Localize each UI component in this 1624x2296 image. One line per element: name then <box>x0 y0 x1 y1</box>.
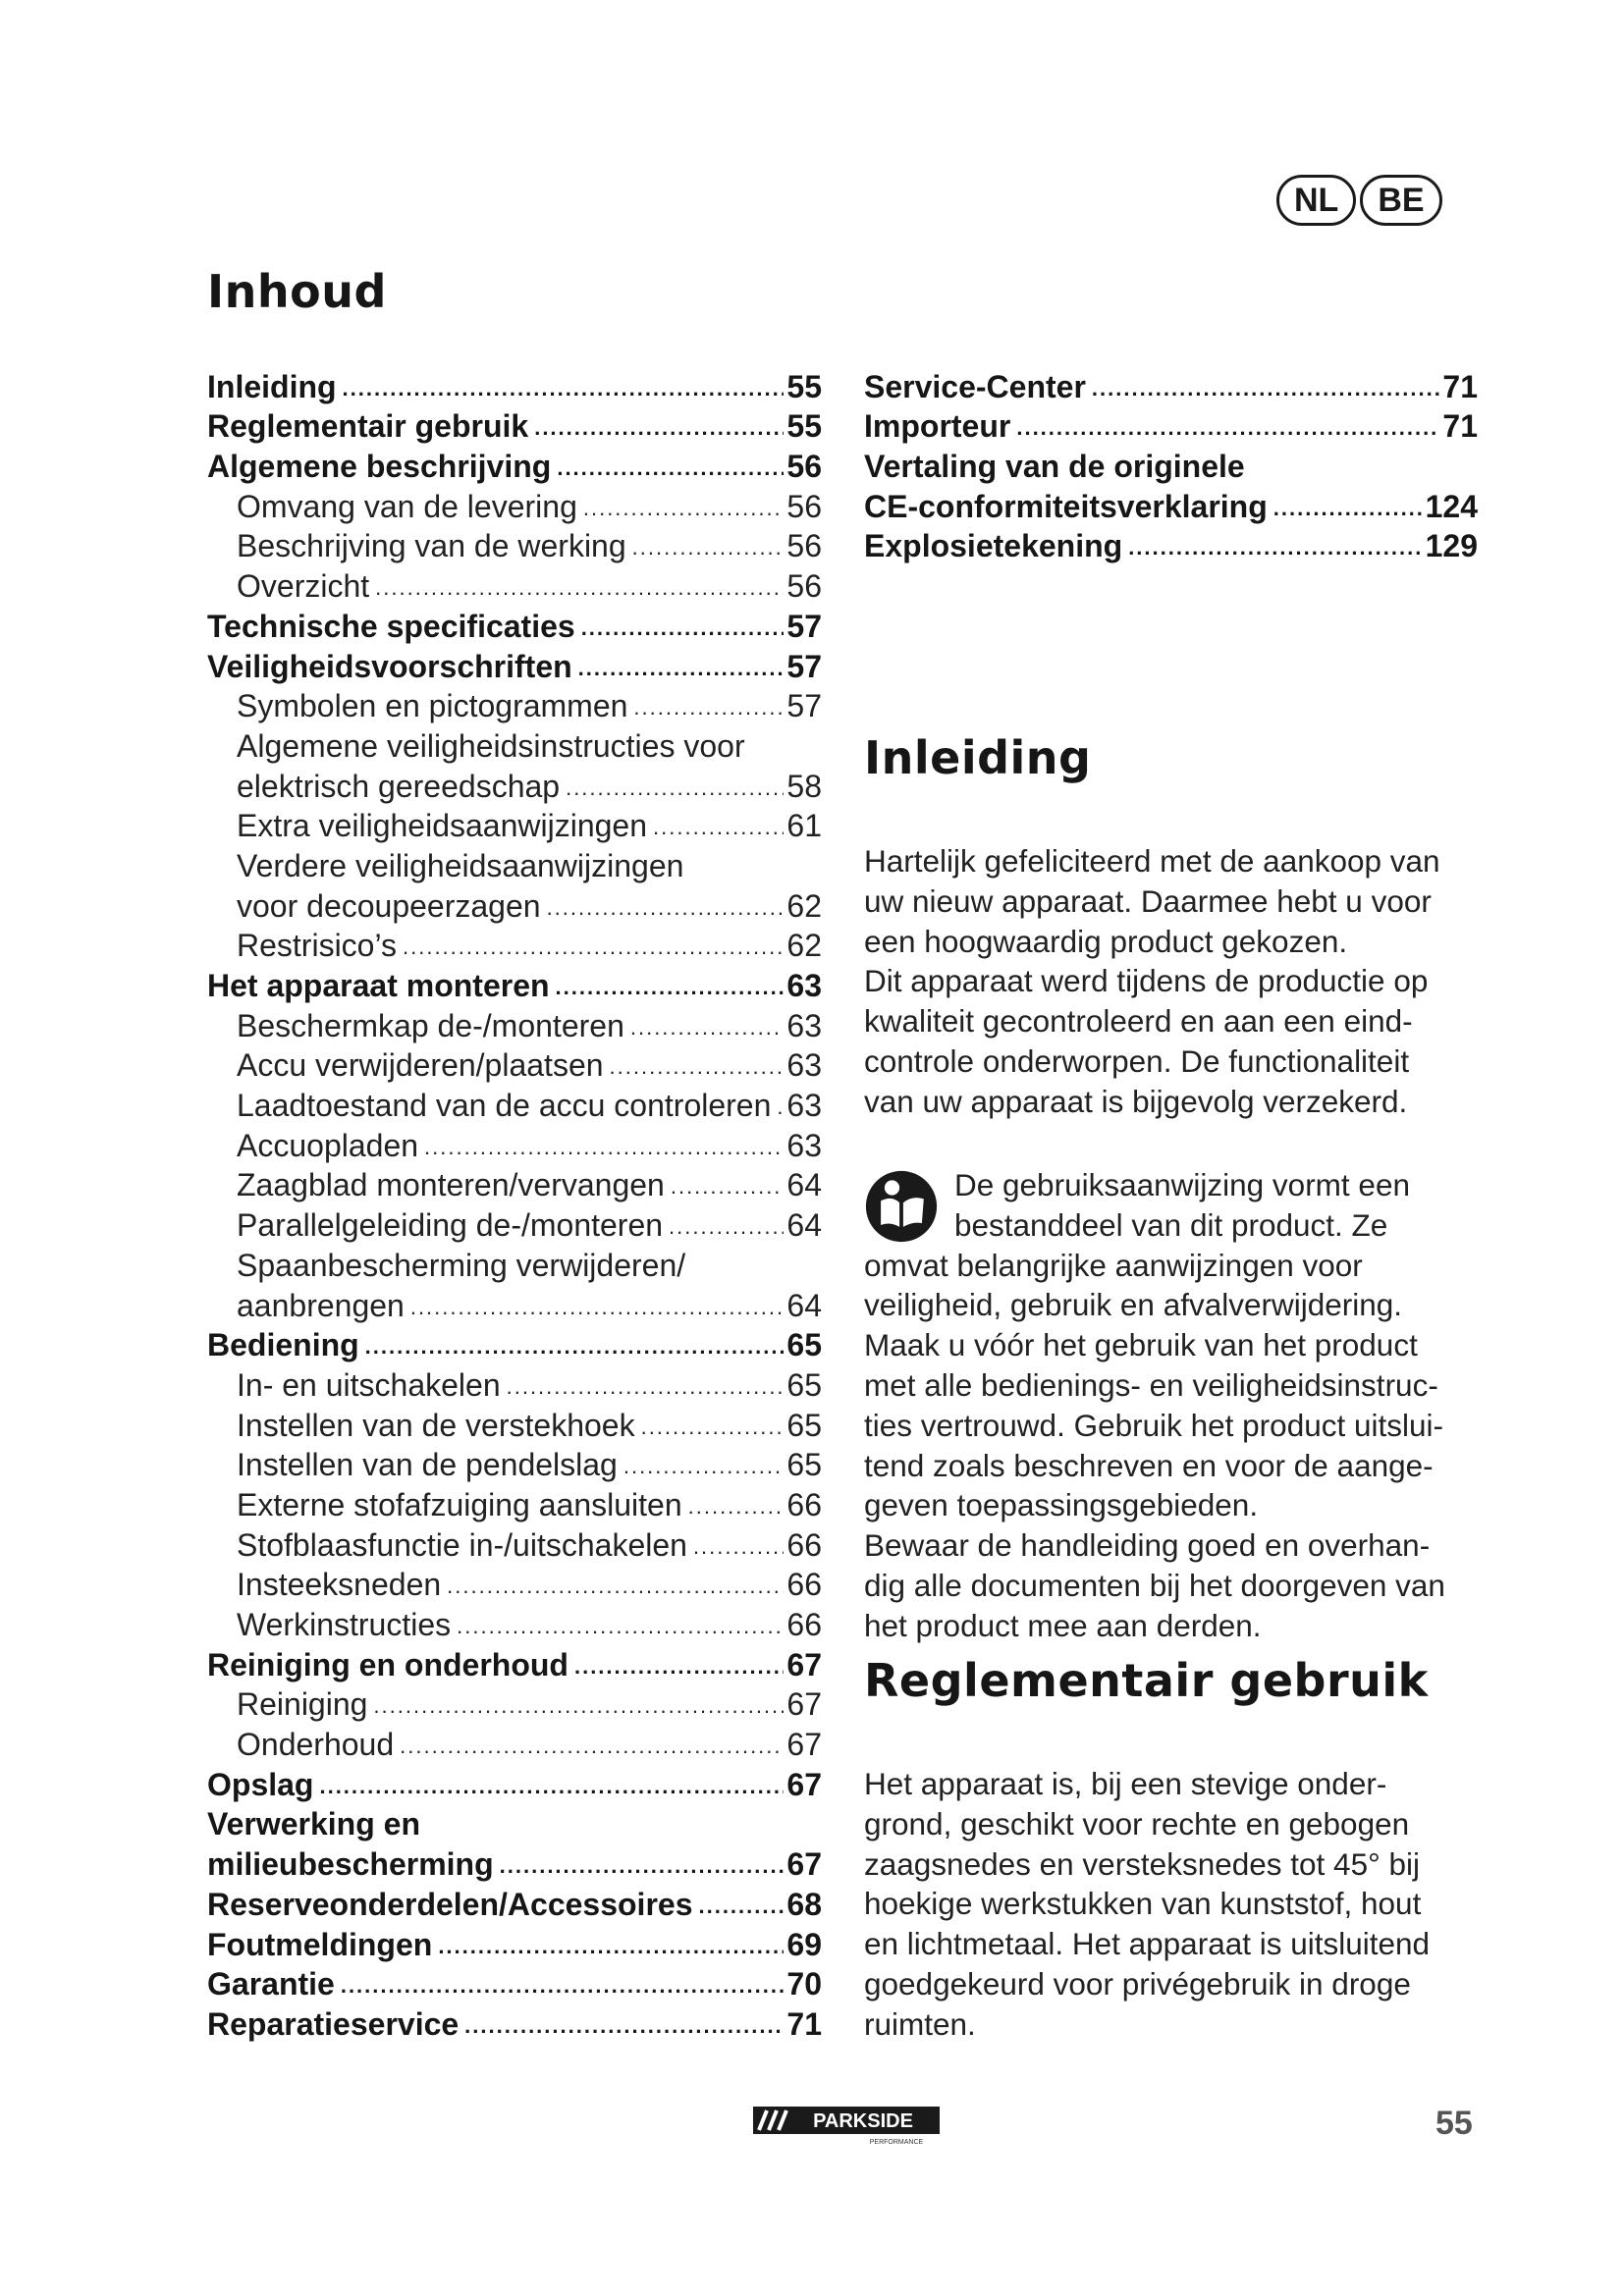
toc-entry <box>207 685 822 725</box>
reglementair-paragraph <box>864 1764 1483 2045</box>
toc-entry-page: 65 <box>786 1447 822 1483</box>
toc-entry-page: 57 <box>786 688 822 724</box>
toc-entry <box>864 445 1478 485</box>
toc-entry-page: 124 <box>1425 488 1478 524</box>
toc-entry-title: Algemene beschrijving <box>207 449 552 485</box>
toc-entry-title: CE-conformiteitsverklaring <box>864 488 1268 524</box>
toc-entry-page: 64 <box>786 1167 822 1203</box>
text-line: Dit apparaat werd tijdens de productie op <box>864 963 1429 999</box>
toc-entry <box>864 525 1478 565</box>
toc-entry-page: 63 <box>786 1007 822 1043</box>
text-line: kwaliteit gecontroleerd en aan een eind- <box>864 1003 1413 1040</box>
text-line: met alle bedienings- en veiligheidsinstruc- <box>864 1366 1438 1403</box>
toc-entry-page: 64 <box>786 1207 822 1244</box>
toc-leader-dots <box>688 1496 785 1518</box>
toc-entry-title: elektrisch gereedschap <box>237 768 561 804</box>
toc-entry <box>207 1244 822 1284</box>
toc-entry <box>207 1923 822 1963</box>
text-line: Bewaar de handleiding goed en overhan- <box>864 1527 1431 1564</box>
toc-entry-title: Explosietekening <box>864 528 1123 564</box>
toc-entry-title: Verwerking en <box>207 1806 420 1842</box>
toc-entry-title: Restrisico’s <box>237 928 397 964</box>
toc-leader-dots <box>438 1936 784 1957</box>
toc-entry <box>207 1284 822 1324</box>
toc-entry <box>207 805 822 845</box>
toc-entry <box>864 365 1478 405</box>
toc-leader-dots <box>343 378 785 400</box>
toc-entry <box>207 1324 822 1364</box>
section-title-inleiding: Inleiding <box>864 731 1092 784</box>
toc-entry-title: Opslag <box>207 1766 314 1802</box>
toc-entry-title: Beschermkap de-/monteren <box>237 1007 624 1043</box>
toc-entry-title: milieubescherming <box>207 1846 494 1883</box>
toc-entry-page: 67 <box>786 1727 822 1763</box>
toc-leader-dots <box>534 417 784 439</box>
toc-entry <box>864 485 1478 525</box>
text-line: van uw apparaat is bijgevolg verzekerd. <box>864 1083 1408 1119</box>
toc-entry-title: Reglementair gebruik <box>207 408 529 445</box>
toc-entry <box>207 1683 822 1724</box>
toc-entry-title: Accu verwijderen/plaatsen <box>237 1047 604 1084</box>
toc-leader-dots <box>1016 417 1439 439</box>
toc-entry-title: Het apparaat monteren <box>207 968 550 1003</box>
toc-entry-page: 61 <box>786 808 822 844</box>
toc-leader-dots <box>574 1656 784 1678</box>
toc-entry-page: 71 <box>1442 368 1478 404</box>
toc-entry-title: Symbolen en pictogrammen <box>237 688 628 724</box>
toc-entry <box>207 1643 822 1683</box>
toc-entry <box>207 1004 822 1044</box>
toc-entry-page: 65 <box>786 1407 822 1443</box>
badge-be: BE <box>1360 175 1441 226</box>
toc-leader-dots <box>610 1056 785 1078</box>
toc-entry-page: 63 <box>786 1127 822 1163</box>
toc-leader-dots <box>632 537 785 559</box>
toc-entry <box>207 1564 822 1604</box>
toc-entry-title: Zaagblad monteren/vervangen <box>237 1167 665 1203</box>
toc-leader-dots <box>669 1216 784 1238</box>
toc-entry-title: Werkinstructies <box>237 1607 452 1642</box>
toc-entry <box>207 1044 822 1085</box>
toc-entry <box>207 964 822 1004</box>
toc-entry <box>207 365 822 405</box>
toc-entry <box>207 1842 822 1883</box>
toc-leader-dots <box>557 457 784 479</box>
toc-entry-title: Accuopladen <box>237 1127 419 1163</box>
toc-entry <box>207 884 822 925</box>
toc-entry-page: 71 <box>1442 408 1478 445</box>
toc-entry-page: 56 <box>786 449 822 485</box>
logo-sub-text: PERFORMANCE <box>869 2139 924 2146</box>
toc-entry <box>207 1803 822 1843</box>
toc-entry-page: 68 <box>786 1886 822 1922</box>
toc-entry-page: 65 <box>786 1366 822 1403</box>
toc-leader-dots <box>375 577 784 599</box>
toc-entry <box>207 645 822 685</box>
toc-entry-title: Technische specificaties <box>207 608 575 644</box>
logo-brand-text: PARKSIDE <box>813 2110 913 2132</box>
toc-entry-page: 67 <box>786 1686 822 1723</box>
toc-entry-title: Onderhoud <box>237 1727 395 1763</box>
toc-entry-page: 71 <box>786 2005 822 2042</box>
toc-entry-title: Insteeksneden <box>237 1567 442 1603</box>
toc-entry-page: 66 <box>786 1607 822 1642</box>
toc-entry-title: Externe stofafzuiging aansluiten <box>237 1486 682 1522</box>
toc-leader-dots <box>698 1896 784 1917</box>
toc-entry-page: 62 <box>786 887 822 924</box>
text-line: dig alle documenten bij het doorgeven van <box>864 1567 1445 1603</box>
toc-leader-dots <box>447 1575 784 1597</box>
manual-note <box>864 1165 1483 1646</box>
toc-leader-dots <box>1128 537 1422 559</box>
text-line: ruimten. <box>864 2005 976 2042</box>
toc-leader-dots <box>1273 498 1423 519</box>
toc-entry-title: Instellen van de verstekhoek <box>237 1407 635 1443</box>
toc-entry-page: 63 <box>786 1047 822 1084</box>
toc-entry-page: 56 <box>786 568 822 605</box>
toc-entry <box>207 1723 822 1763</box>
toc-entry <box>207 1084 822 1124</box>
toc-leader-dots <box>566 777 784 799</box>
page-number: 55 <box>1435 2105 1473 2142</box>
text-line: goedgekeurd voor privégebruik in droge <box>864 1965 1411 2002</box>
toc-entry-title: Foutmeldingen <box>207 1926 433 1962</box>
toc-entry-page: 64 <box>786 1287 822 1323</box>
toc-entry-page: 129 <box>1425 528 1478 564</box>
toc-leader-dots <box>633 697 784 719</box>
toc-right-column <box>864 365 1478 564</box>
toc-leader-dots <box>623 1456 785 1477</box>
toc-entry <box>864 405 1478 446</box>
language-badges <box>1276 175 1446 226</box>
text-line: ties vertrouwd. Gebruik het product uitslui- <box>864 1407 1444 1443</box>
toc-entry <box>207 1603 822 1643</box>
toc-entry-page: 55 <box>786 368 822 404</box>
toc-leader-dots <box>424 1137 784 1158</box>
text-line: uw nieuw apparaat. Daarmee hebt u voor <box>864 882 1432 919</box>
read-manual-icon <box>864 1169 939 1244</box>
toc-entry-page: 57 <box>786 648 822 684</box>
toc-leader-dots <box>556 977 785 998</box>
toc-leader-dots <box>671 1176 785 1198</box>
toc-entry-title: Verdere veiligheidsaanwijzingen <box>237 847 684 883</box>
toc-entry-title: Laadtoestand van de accu controleren <box>237 1088 772 1124</box>
toc-entry <box>207 765 822 805</box>
toc-leader-dots <box>319 1776 784 1797</box>
toc-entry-title: In- en uitschakelen <box>237 1366 501 1403</box>
toc-entry-title: Parallelgeleiding de-/monteren <box>237 1207 664 1244</box>
toc-entry-title: Reiniging en onderhoud <box>207 1646 568 1682</box>
toc-leader-dots <box>365 1336 785 1358</box>
toc-entry <box>207 1763 822 1803</box>
toc-entry <box>207 1963 822 2003</box>
inleiding-paragraph <box>864 841 1483 1122</box>
toc-entry-title: Reiniging <box>237 1686 368 1723</box>
text-line: het product mee aan derden. <box>864 1607 1262 1643</box>
toc-entry-page: 69 <box>786 1926 822 1962</box>
toc-entry-title: Algemene veiligheidsinstructies voor <box>237 727 745 764</box>
toc-entry-title: Veiligheidsvoorschriften <box>207 648 572 684</box>
toc-entry <box>207 1363 822 1404</box>
toc-entry-page: 56 <box>786 528 822 564</box>
text-line: De gebruiksaanwijzing vormt een <box>954 1167 1410 1202</box>
toc-entry <box>207 1404 822 1444</box>
toc-entry <box>207 925 822 965</box>
toc-entry-page: 66 <box>786 1486 822 1522</box>
toc-entry-title: Garantie <box>207 1966 335 2002</box>
section-title-reglementair: Reglementair gebruik <box>864 1654 1429 1707</box>
toc-entry-page: 55 <box>786 408 822 445</box>
text-line: controle onderworpen. De functionaliteit <box>864 1042 1410 1079</box>
toc-leader-dots <box>403 936 784 958</box>
text-line: tend zoals beschreven en voor de aange- <box>864 1447 1434 1483</box>
toc-entry <box>207 2002 822 2043</box>
toc-entry <box>207 1883 822 1923</box>
toc-entry-title: Inleiding <box>207 368 337 404</box>
toc-leader-dots <box>641 1416 785 1438</box>
toc-entry <box>207 1444 822 1484</box>
toc-entry-title: Instellen van de pendelslag <box>237 1447 618 1483</box>
text-line: zaagsnedes en versteksnedes tot 45° bij <box>864 1845 1420 1882</box>
toc-entry-title: Extra veiligheidsaanwijzingen <box>237 808 648 844</box>
toc-leader-dots <box>578 658 785 679</box>
text-line: grond, geschikt voor rechte en gebogen <box>864 1805 1410 1842</box>
parkside-logo <box>753 2107 940 2146</box>
toc-leader-dots <box>410 1297 785 1318</box>
toc-leader-dots <box>464 2015 784 2037</box>
toc-entry-title: Importeur <box>864 408 1011 445</box>
toc-entry <box>207 724 822 765</box>
toc-leader-dots <box>373 1695 784 1717</box>
text-line: bestanddeel van dit product. Ze <box>954 1206 1388 1243</box>
toc-entry-page: 67 <box>786 1766 822 1802</box>
badge-nl: NL <box>1276 175 1356 226</box>
toc-entry <box>207 445 822 485</box>
toc-entry-title: Bediening <box>207 1327 359 1363</box>
toc-entry-title: Beschrijving van de werking <box>237 528 626 564</box>
toc-leader-dots <box>581 617 785 639</box>
toc-entry-page: 63 <box>786 1088 822 1124</box>
toc-entry <box>207 1483 822 1523</box>
toc-leader-dots <box>457 1616 784 1637</box>
toc-entry <box>207 1164 822 1204</box>
toc-entry-page: 67 <box>786 1646 822 1682</box>
toc-leader-dots <box>547 897 785 919</box>
toc-leader-dots <box>341 1975 785 1997</box>
toc-entry <box>207 405 822 446</box>
toc-leader-dots <box>653 817 784 838</box>
toc-entry <box>207 1203 822 1244</box>
toc-entry-page: 63 <box>786 968 822 1003</box>
text-line: omvat belangrijke aanwijzingen voor <box>864 1247 1363 1283</box>
toc-entry-page: 66 <box>786 1526 822 1563</box>
toc-entry <box>207 844 822 884</box>
page-title: Inhoud <box>207 265 387 318</box>
text-line: veiligheid, gebruik en afvalverwijdering. <box>864 1287 1403 1323</box>
toc-entry-page: 58 <box>786 768 822 804</box>
toc-leader-dots <box>400 1735 784 1757</box>
toc-entry-page: 65 <box>786 1327 822 1363</box>
toc-entry <box>207 605 822 645</box>
toc-entry <box>207 525 822 565</box>
toc-entry <box>207 1124 822 1164</box>
toc-leader-dots <box>1092 378 1440 400</box>
toc-entry-page: 67 <box>786 1846 822 1883</box>
toc-entry-title: Omvang van de levering <box>237 488 577 524</box>
toc-leader-dots <box>583 498 785 519</box>
toc-leader-dots <box>500 1855 785 1877</box>
toc-entry <box>207 1523 822 1564</box>
toc-leader-dots <box>507 1376 785 1398</box>
toc-entry-title: voor decoupeerzagen <box>237 887 541 924</box>
toc-leader-dots <box>777 1096 784 1118</box>
text-line: en lichtmetaal. Het apparaat is uitsluitend <box>864 1926 1431 1962</box>
toc-entry-page: 70 <box>786 1966 822 2002</box>
toc-entry-title: Spaanbescherming verwijderen/ <box>237 1247 686 1283</box>
toc-entry-title: Overzicht <box>237 568 370 605</box>
toc-entry-title: Vertaling van de originele <box>864 449 1245 485</box>
toc-entry-title: Reparatieservice <box>207 2005 460 2042</box>
text-line: Het apparaat is, bij een stevige onder- <box>864 1766 1387 1801</box>
toc-leader-dots <box>693 1536 784 1558</box>
text-line: geven toepassingsgebieden. <box>864 1487 1259 1523</box>
toc-entry-page: 57 <box>786 608 822 644</box>
toc-entry-page: 66 <box>786 1567 822 1603</box>
toc-entry <box>207 485 822 525</box>
toc-leader-dots <box>630 1017 785 1039</box>
toc-entry-title: aanbrengen <box>237 1287 405 1323</box>
toc-entry-page: 62 <box>786 928 822 964</box>
toc-entry-title: Reserveonderdelen/Accessoires <box>207 1886 693 1922</box>
toc-left-column <box>207 365 822 2043</box>
text-line: hoekige werkstukken van kunststof, hout <box>864 1886 1422 1922</box>
toc-entry <box>207 564 822 605</box>
toc-entry-page: 56 <box>786 488 822 524</box>
note-paragraph <box>864 1165 1483 1646</box>
text-line: Maak u vóór het gebruik van het product <box>864 1327 1418 1363</box>
toc-entry-title: Service-Center <box>864 368 1086 404</box>
text-line: een hoogwaardig product gekozen. <box>864 923 1348 959</box>
toc-entry-title: Stofblaasfunctie in-/uitschakelen <box>237 1526 687 1563</box>
text-line: Hartelijk gefeliciteerd met de aankoop van <box>864 843 1440 879</box>
